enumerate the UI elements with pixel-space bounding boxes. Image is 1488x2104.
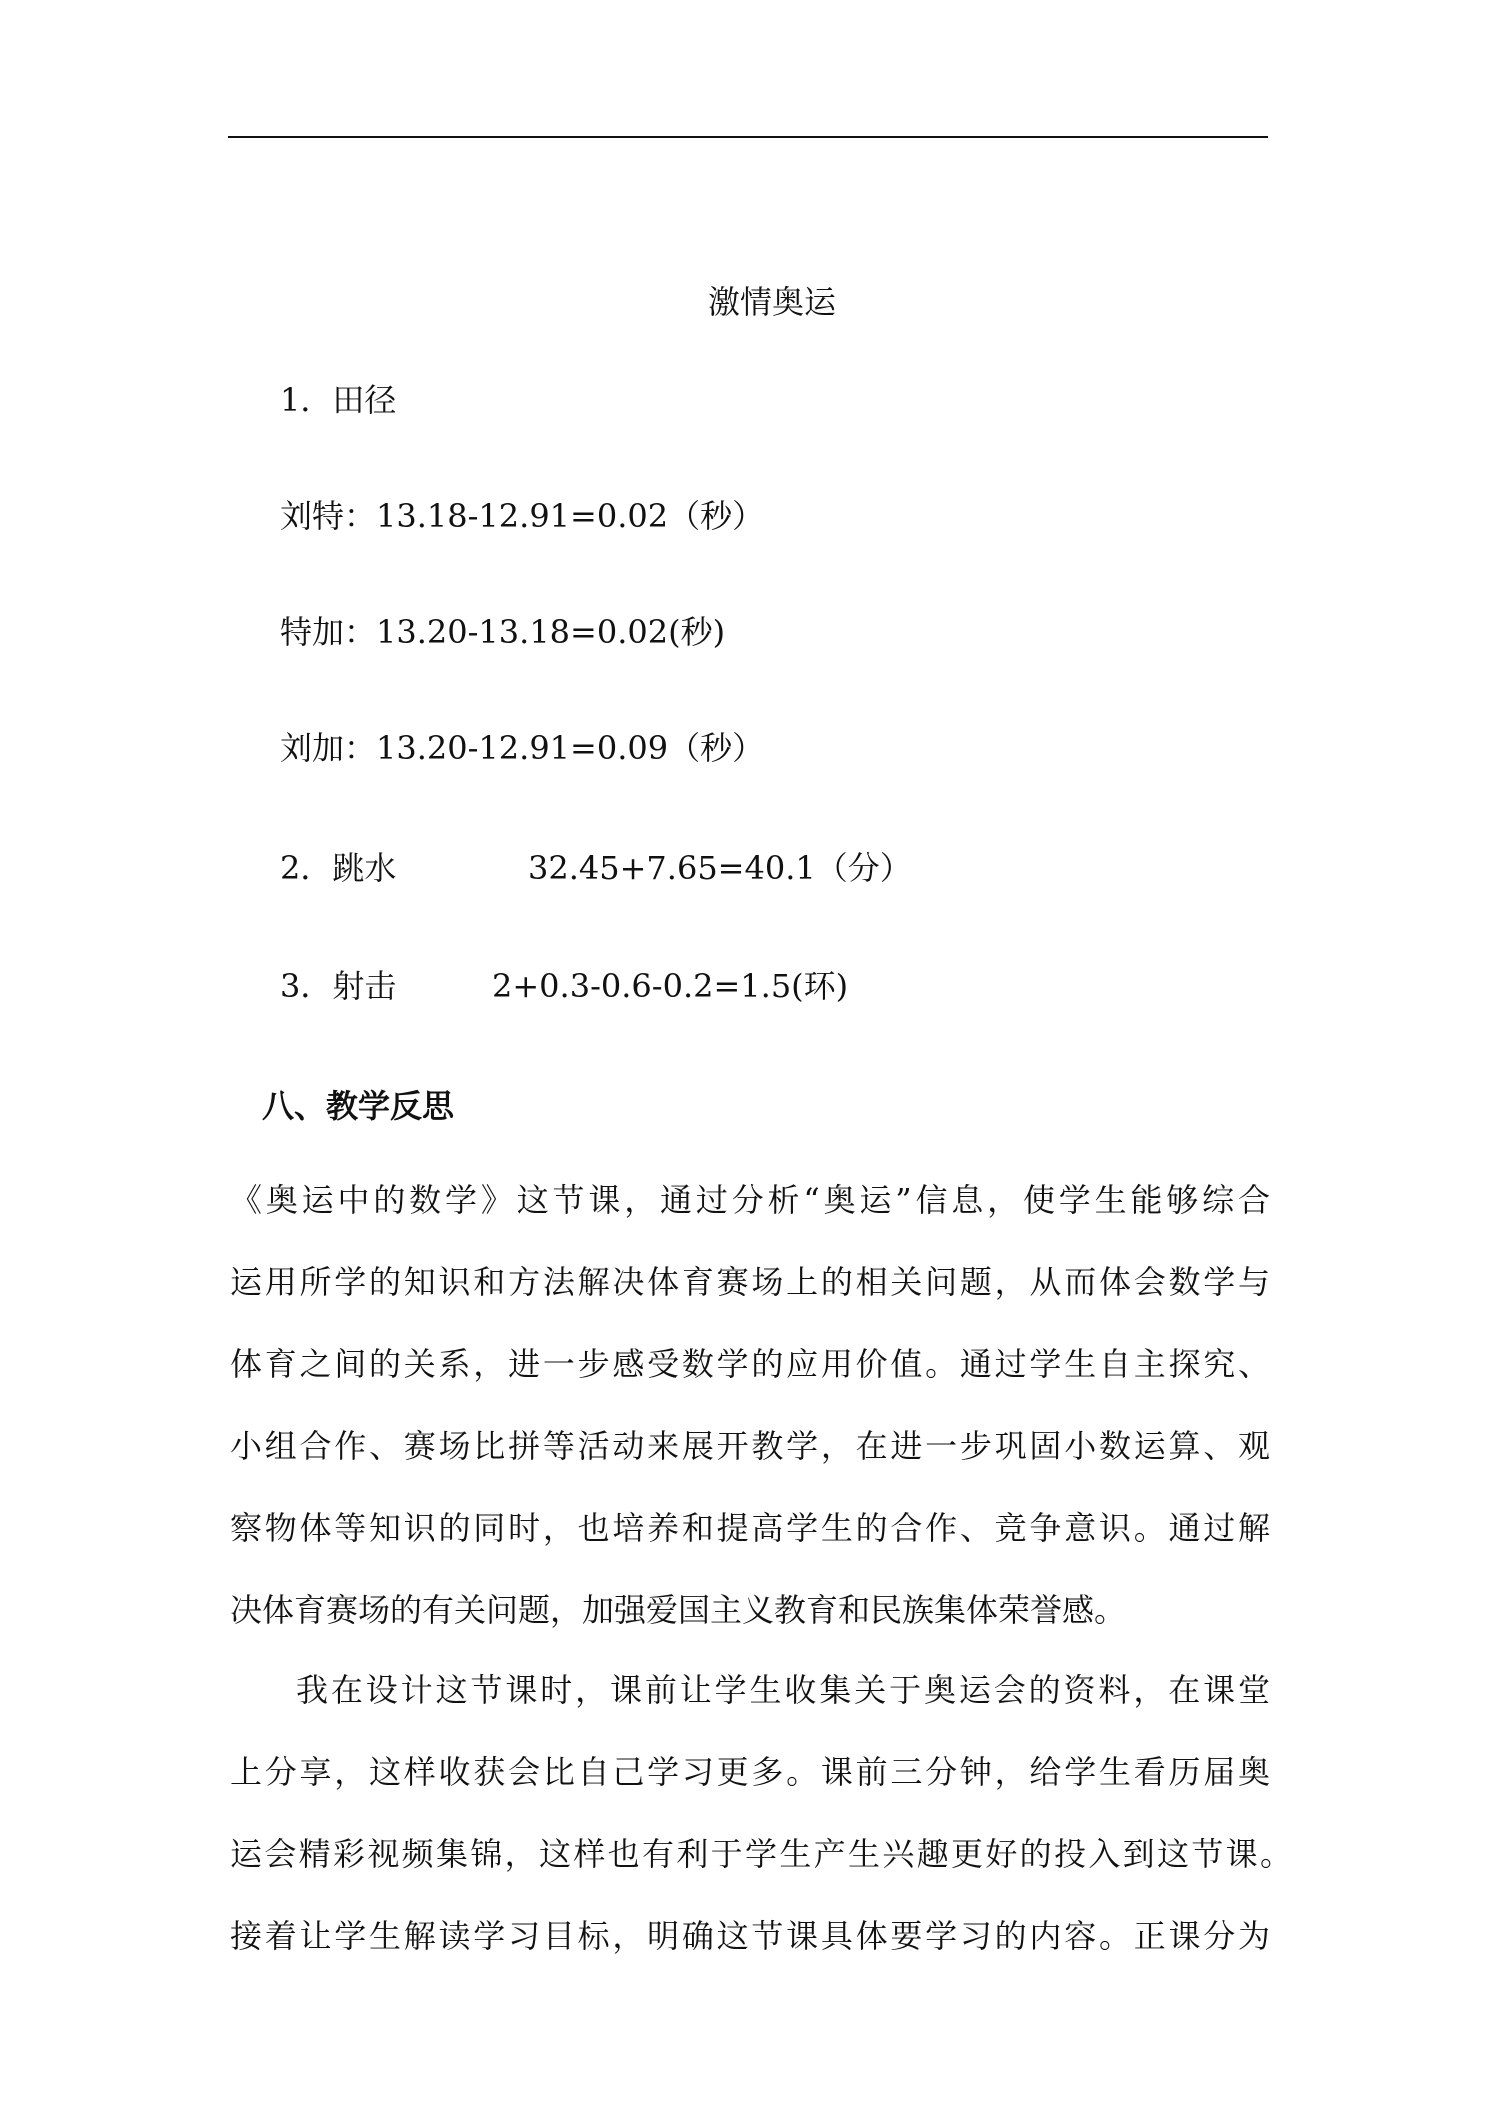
item-liu-te: 刘特：13.18-12.91=0.02（秒） (280, 497, 765, 535)
header-rule (228, 136, 1268, 138)
paragraph-1-line-2: 运用所学的知识和方法解决体育赛场上的相关问题，从而体会数学与 (230, 1263, 1270, 1301)
paragraph-1-line-1: 《奥运中的数学》这节课，通过分析“奥运”信息，使学生能够综合 (230, 1181, 1270, 1219)
paragraph-2-line-2: 上分享，这样收获会比自己学习更多。课前三分钟，给学生看历届奥 (230, 1753, 1270, 1791)
page-title: 激情奥运 (707, 283, 836, 321)
item-diving-formula: 32.45+7.65=40.1（分） (528, 849, 912, 887)
section-heading: 八、教学反思 (262, 1087, 455, 1125)
item-shooting-formula: 2+0.3-0.6-0.2=1.5(环) (492, 967, 849, 1005)
paragraph-2-line-4: 接着让学生解读学习目标，明确这节课具体要学习的内容。正课分为 (230, 1917, 1270, 1955)
paragraph-1-line-3: 体育之间的关系，进一步感受数学的应用价值。通过学生自主探究、 (230, 1345, 1270, 1383)
paragraph-2-line-3: 运会精彩视频集锦，这样也有利于学生产生兴趣更好的投入到这节课。 (230, 1835, 1292, 1873)
paragraph-1-line-5: 察物体等知识的同时，也培养和提高学生的合作、竞争意识。通过解 (230, 1509, 1270, 1547)
paragraph-1-line-6: 决体育赛场的有关问题，加强爱国主义教育和民族集体荣誉感。 (230, 1591, 1127, 1629)
paragraph-2-line-1: 我在设计这节课时，课前让学生收集关于奥运会的资料，在课堂 (296, 1671, 1270, 1709)
item-diving-label: 2．跳水 (280, 849, 397, 887)
item-liu-jia: 刘加：13.20-12.91=0.09（秒） (280, 729, 765, 767)
item-track-label: 1．田径 (280, 381, 397, 419)
item-te-jia: 特加：13.20-13.18=0.02(秒) (280, 613, 726, 651)
item-shooting-label: 3．射击 (280, 967, 397, 1005)
paragraph-1-line-4: 小组合作、赛场比拼等活动来展开教学，在进一步巩固小数运算、观 (230, 1427, 1270, 1465)
